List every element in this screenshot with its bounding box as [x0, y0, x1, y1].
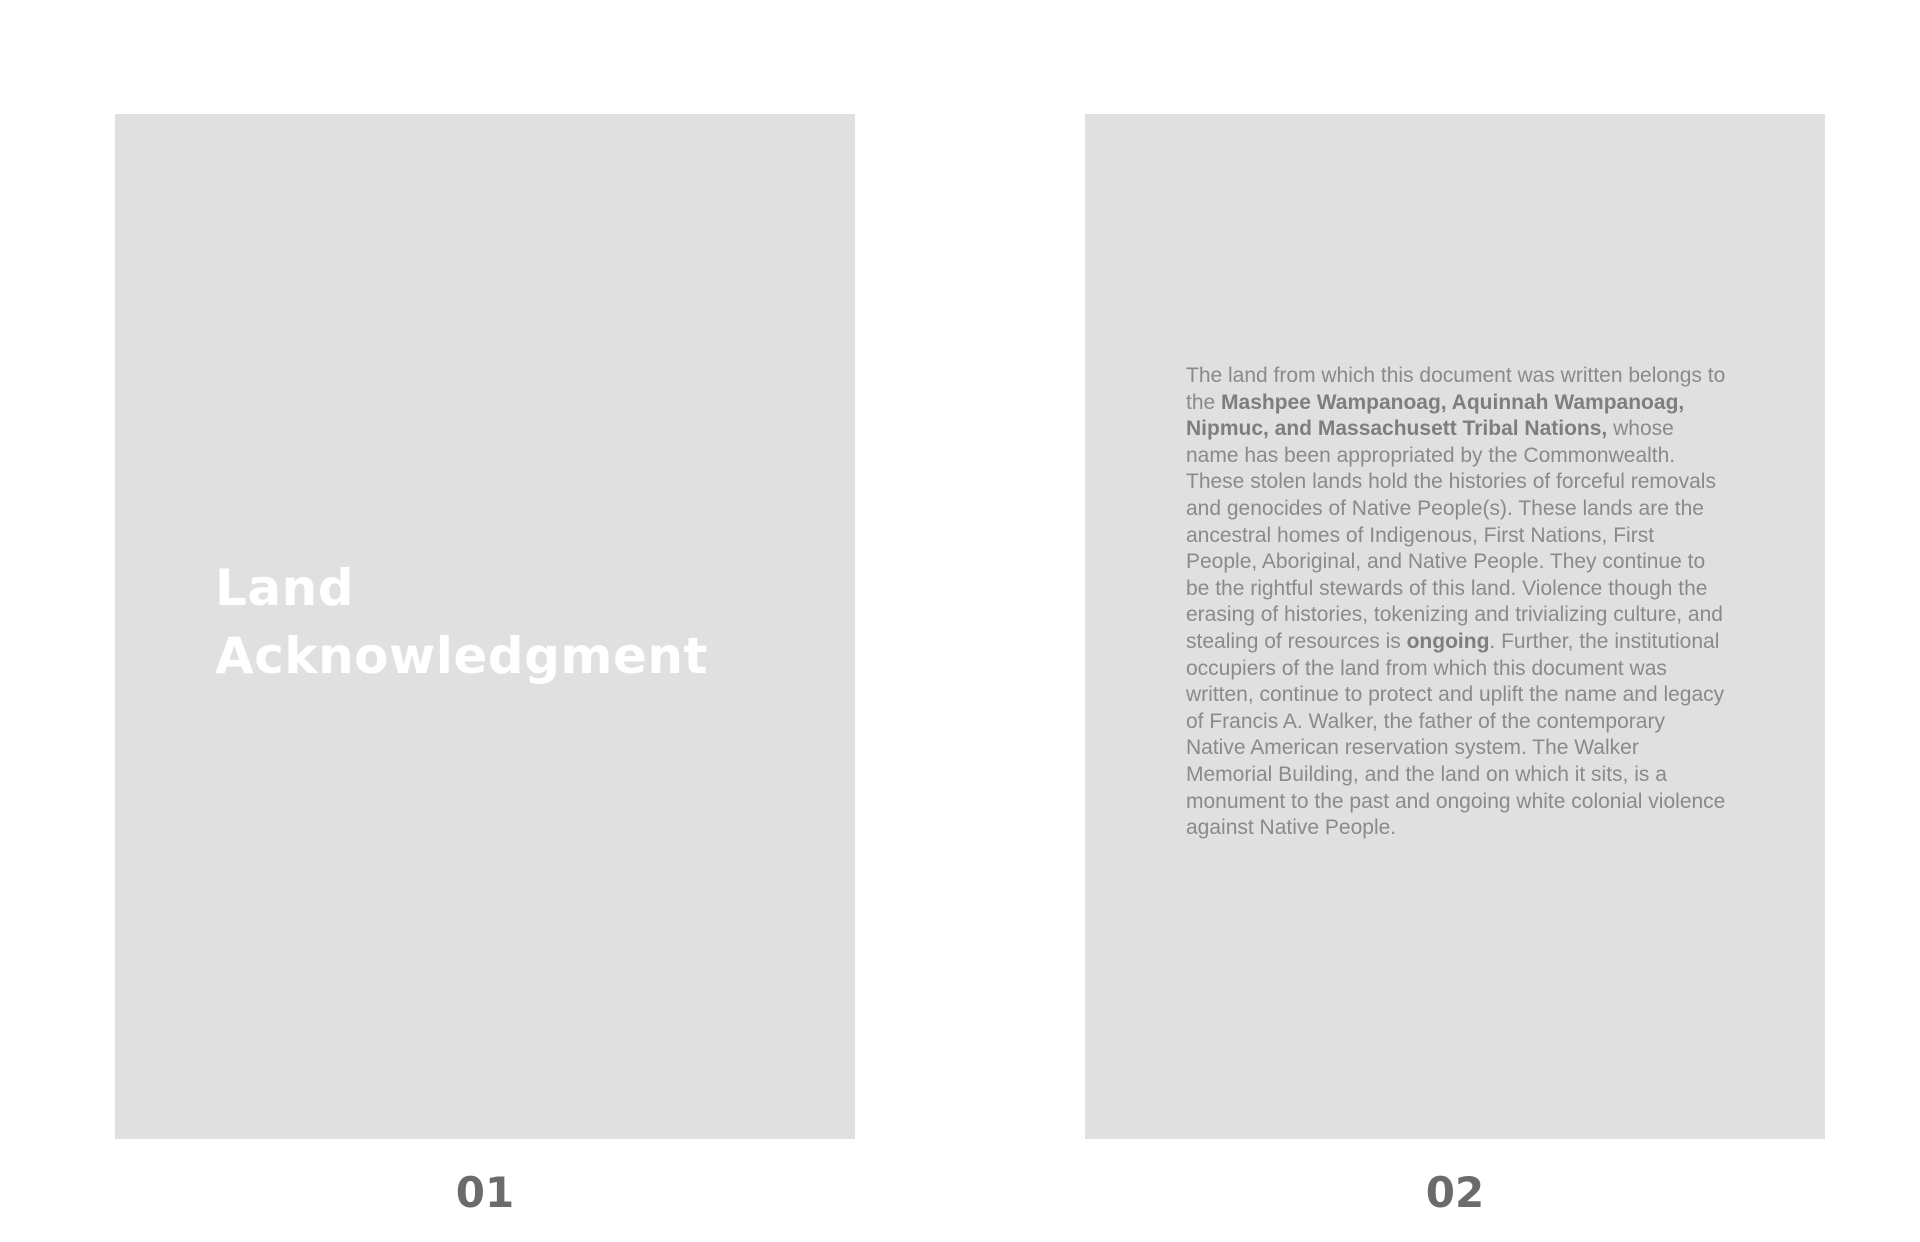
page-one: [115, 114, 855, 1139]
paragraph-text-1: The land from which this document was written belongs to the: [1186, 364, 1726, 414]
tribal-nations-bold: Mashpee Wampanoag, Aquinnah Wampanoag, Nipmuc, and Massachusett Tribal Nations,: [1186, 390, 1685, 441]
title-line-2: Acknowledgment: [215, 627, 708, 685]
ongoing-bold: ongoing: [1406, 629, 1490, 653]
land-acknowledgment-paragraph: [1186, 363, 1726, 842]
page-two: [1085, 114, 1825, 1139]
page-number-one: 01: [455, 1168, 515, 1217]
page-title: [215, 554, 708, 690]
paragraph-text-2: whose name has been appropriated by the Commonwealth. These stolen lands hold the histories of forceful removals and genocides of Native People(s). These lands are the ancestral homes of Indigenous, First Nations, First People, Aboriginal, and Native People. They continue to be the rightful stewards of this land. Violence though the erasing of histories, tokenizing and trivializing culture, and stealing of resources is: [1186, 417, 1723, 653]
paragraph-text-3: . Further, the institutional occupiers of the land from which this document was written, continue to protect and uplift the name and legacy of Francis A. Walker, the father of the contemporary Native American reservation system. The Walker Memorial Building, and the land on which it sits, is a monument to the past and ongoing white colonial violence against Native People.: [1186, 629, 1726, 840]
title-line-1: Land: [215, 559, 354, 617]
page-number-two: 02: [1425, 1168, 1485, 1217]
